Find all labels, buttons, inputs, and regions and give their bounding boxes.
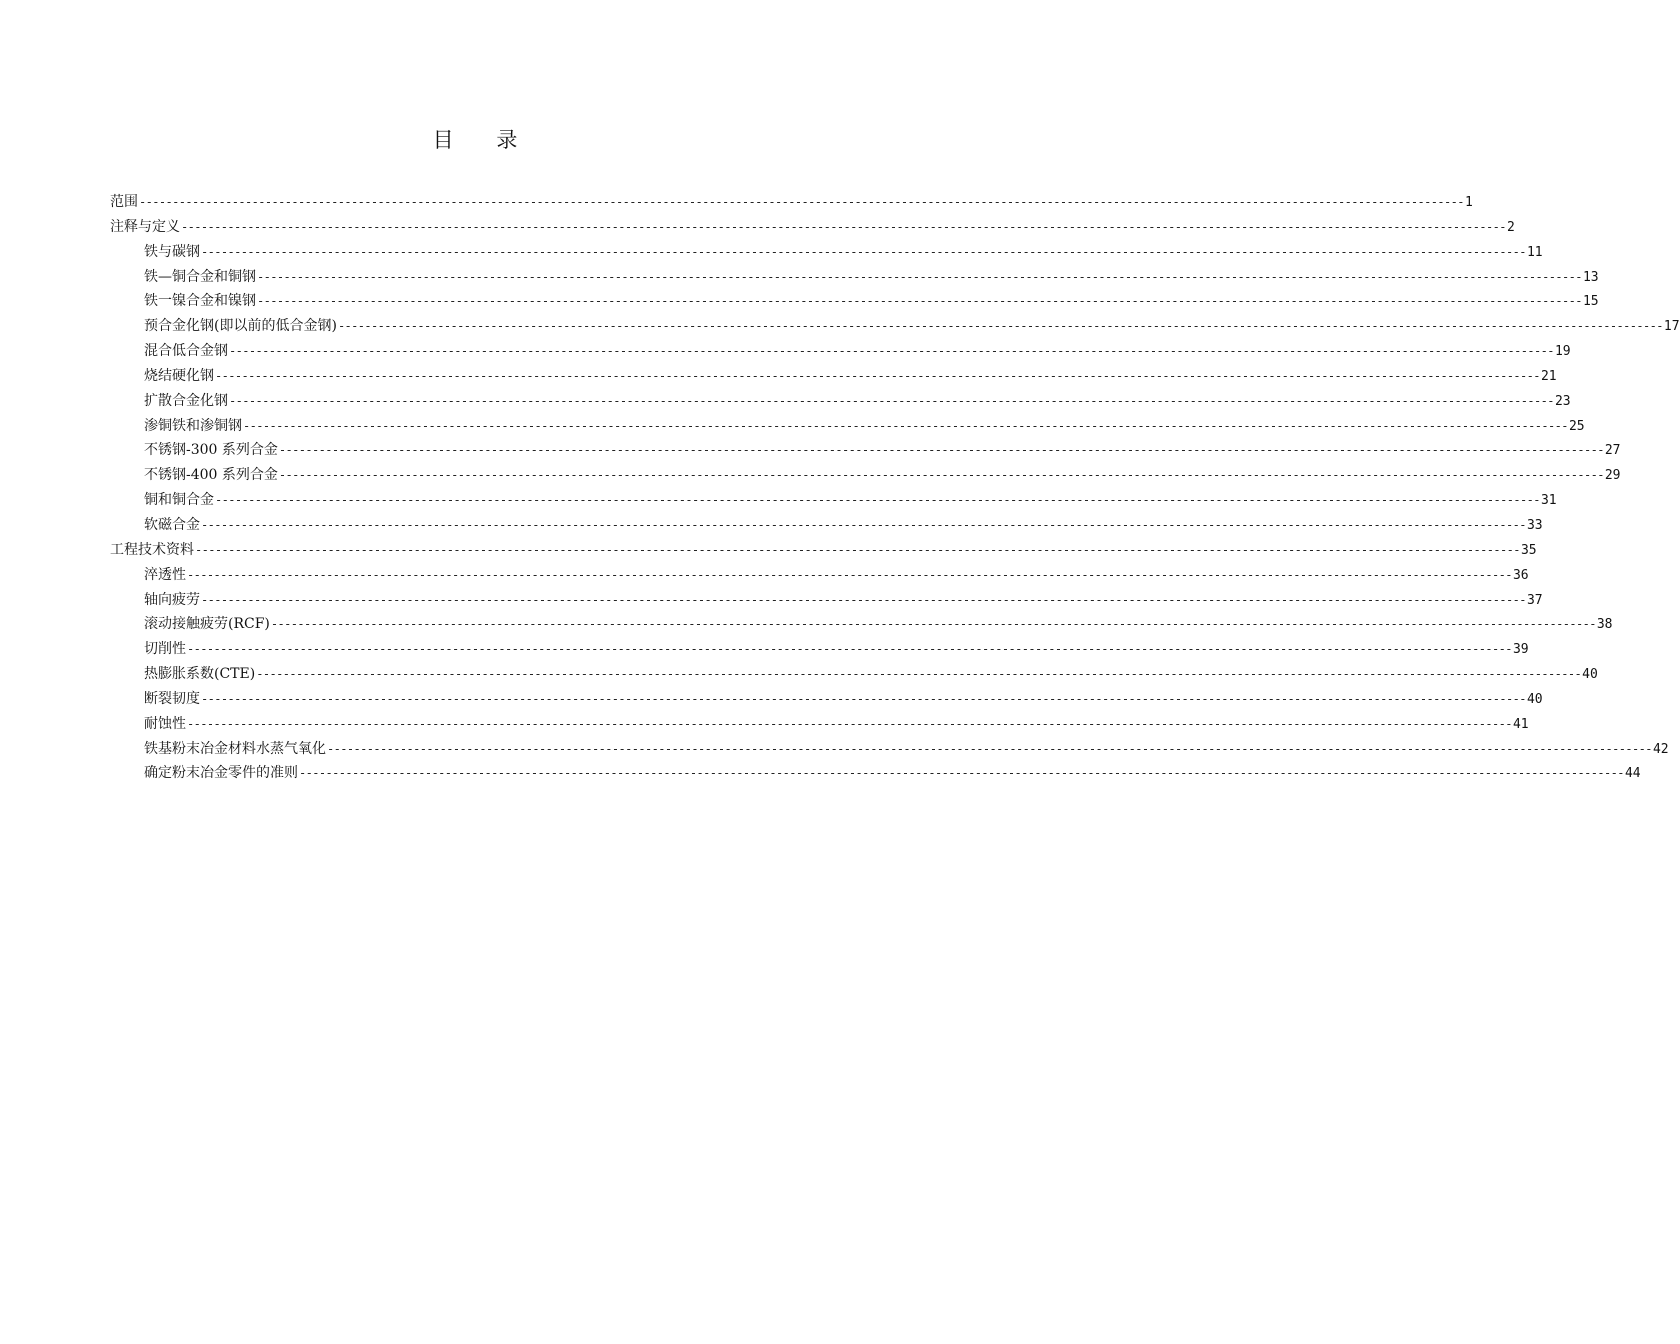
toc-entry-page-number: 39 (1512, 642, 1529, 658)
toc-dot-leader: -------------------------------------------------------------------------------------------------------------------------------------------------------------------------------------------------------- (201, 691, 1526, 706)
toc-entry-page-number: 19 (1554, 344, 1571, 360)
toc-entry[interactable] (110, 712, 1529, 737)
toc-dot-leader: -------------------------------------------------------------------------------------------------------------------------------------------------------------------------------------------------------- (278, 443, 1604, 458)
toc-entry-page-number: 44 (1624, 766, 1641, 782)
toc-dot-leader: -------------------------------------------------------------------------------------------------------------------------------------------------------------------------------------------------------- (278, 468, 1604, 483)
toc-entry-label: 切削性 (144, 641, 186, 658)
toc-entry-page-number: 27 (1604, 443, 1621, 459)
toc-dot-leader: -------------------------------------------------------------------------------------------------------------------------------------------------------------------------------------------------------- (201, 244, 1526, 259)
toc-entry-page-number: 1 (1464, 195, 1473, 210)
toc-entry[interactable] (110, 662, 1598, 687)
toc-dot-leader: -------------------------------------------------------------------------------------------------------------------------------------------------------------------------------------------------------- (215, 493, 1540, 508)
toc-entry-label: 轴向疲劳 (144, 591, 200, 608)
toc-entry-label: 铁与碳钢 (144, 243, 200, 260)
toc-entry-page-number: 36 (1512, 567, 1529, 583)
toc-entry[interactable] (110, 215, 1515, 240)
toc-entry-page-number: 33 (1526, 517, 1543, 533)
toc-entry[interactable] (110, 513, 1543, 538)
toc-list (110, 190, 1680, 786)
toc-entry-page-number: 41 (1512, 716, 1529, 732)
toc-entry-page-number: 42 (1652, 741, 1669, 757)
toc-entry-label: 铁一镍合金和镍钢 (144, 293, 256, 310)
toc-dot-leader: -------------------------------------------------------------------------------------------------------------------------------------------------------------------------------------------------------- (257, 294, 1582, 309)
toc-dot-leader: -------------------------------------------------------------------------------------------------------------------------------------------------------------------------------------------------------- (229, 393, 1554, 408)
toc-entry-label: 范围 (110, 194, 138, 210)
toc-dot-leader: -------------------------------------------------------------------------------------------------------------------------------------------------------------------------------------------------------- (201, 517, 1526, 532)
toc-entry-label: 工程技术资料 (110, 541, 194, 558)
toc-entry-label: 耐蚀性 (144, 715, 186, 732)
toc-dot-leader: -------------------------------------------------------------------------------------------------------------------------------------------------------------------------------------------------------- (139, 195, 1464, 209)
toc-entry-page-number: 37 (1526, 592, 1543, 608)
toc-entry-page-number: 11 (1526, 244, 1543, 260)
toc-entry-label: 铁—铜合金和铜钢 (144, 268, 256, 285)
toc-entry-label: 注释与定义 (110, 218, 180, 235)
toc-entry-page-number: 35 (1520, 542, 1537, 558)
toc-entry-label: 烧结硬化钢 (144, 367, 214, 384)
toc-entry[interactable] (110, 761, 1641, 786)
toc-entry[interactable] (110, 538, 1537, 563)
toc-entry[interactable] (110, 364, 1557, 389)
toc-dot-leader: -------------------------------------------------------------------------------------------------------------------------------------------------------------------------------------------------------- (337, 319, 1663, 334)
toc-entry[interactable] (110, 687, 1543, 712)
toc-entry-label: 软磁合金 (144, 516, 200, 533)
toc-dot-leader: -------------------------------------------------------------------------------------------------------------------------------------------------------------------------------------------------------- (187, 567, 1512, 582)
toc-entry[interactable] (110, 265, 1599, 290)
toc-entry-page-number: 17 (1663, 319, 1680, 335)
toc-entry-label: 断裂韧度 (144, 690, 200, 707)
toc-dot-leader: -------------------------------------------------------------------------------------------------------------------------------------------------------------------------------------------------------- (229, 344, 1554, 359)
toc-entry-label: 渗铜铁和渗铜钢 (144, 417, 242, 434)
toc-entry-label: 淬透性 (144, 566, 186, 583)
toc-entry[interactable] (110, 314, 1680, 339)
toc-dot-leader: -------------------------------------------------------------------------------------------------------------------------------------------------------------------------------------------------------- (187, 642, 1512, 657)
toc-dot-leader: -------------------------------------------------------------------------------------------------------------------------------------------------------------------------------------------------------- (181, 219, 1506, 234)
toc-entry[interactable] (110, 438, 1621, 463)
toc-entry[interactable] (110, 488, 1557, 513)
toc-entry[interactable] (110, 339, 1571, 364)
toc-entry-label: 扩散合金化钢 (144, 392, 228, 409)
toc-entry[interactable] (110, 612, 1613, 637)
toc-entry-page-number: 25 (1568, 418, 1585, 434)
toc-entry[interactable] (110, 463, 1621, 488)
toc-entry-label: 铁基粉末冶金材料水蒸气氧化 (144, 740, 326, 757)
toc-entry-label: 预合金化钢(即以前的低合金钢) (144, 318, 337, 335)
toc-dot-leader: -------------------------------------------------------------------------------------------------------------------------------------------------------------------------------------------------------- (243, 418, 1568, 433)
toc-entry-label: 混合低合金钢 (144, 343, 228, 360)
toc-title: 目 录 (432, 128, 536, 152)
toc-dot-leader: -------------------------------------------------------------------------------------------------------------------------------------------------------------------------------------------------------- (187, 716, 1512, 731)
toc-entry-label: 确定粉末冶金零件的准则 (144, 765, 298, 782)
toc-dot-leader: -------------------------------------------------------------------------------------------------------------------------------------------------------------------------------------------------------- (256, 667, 1582, 682)
toc-entry[interactable] (110, 588, 1543, 613)
toc-entry-page-number: 21 (1540, 368, 1557, 384)
toc-entry[interactable] (110, 190, 1473, 215)
toc-entry-page-number: 15 (1582, 294, 1599, 310)
toc-entry-page-number: 2 (1506, 219, 1515, 235)
toc-entry-label: 铜和铜合金 (144, 492, 214, 509)
toc-entry-label: 不锈钢-300 系列合金 (144, 442, 278, 459)
toc-entry[interactable] (110, 737, 1669, 762)
toc-entry[interactable] (110, 240, 1543, 265)
toc-dot-leader: -------------------------------------------------------------------------------------------------------------------------------------------------------------------------------------------------------- (215, 368, 1540, 383)
toc-dot-leader: -------------------------------------------------------------------------------------------------------------------------------------------------------------------------------------------------------- (195, 542, 1520, 557)
toc-entry-page-number: 38 (1596, 617, 1613, 633)
toc-entry-label: 滚动接触疲劳(RCF) (144, 616, 270, 633)
toc-entry-label: 热膨胀系数(CTE) (144, 666, 256, 683)
toc-dot-leader: -------------------------------------------------------------------------------------------------------------------------------------------------------------------------------------------------------- (257, 269, 1582, 284)
toc-entry-page-number: 31 (1540, 493, 1557, 509)
toc-entry[interactable] (110, 289, 1599, 314)
toc-entry-page-number: 40 (1582, 667, 1598, 683)
toc-entry-page-number: 13 (1582, 269, 1599, 285)
toc-entry-label: 不锈钢-400 系列合金 (144, 467, 278, 484)
toc-dot-leader: -------------------------------------------------------------------------------------------------------------------------------------------------------------------------------------------------------- (270, 617, 1596, 632)
toc-entry-page-number: 23 (1554, 393, 1571, 409)
toc-dot-leader: -------------------------------------------------------------------------------------------------------------------------------------------------------------------------------------------------------- (327, 741, 1652, 756)
toc-entry[interactable] (110, 414, 1585, 439)
toc-entry-page-number: 29 (1604, 468, 1621, 484)
toc-entry[interactable] (110, 563, 1529, 588)
toc-dot-leader: -------------------------------------------------------------------------------------------------------------------------------------------------------------------------------------------------------- (299, 766, 1624, 781)
toc-dot-leader: -------------------------------------------------------------------------------------------------------------------------------------------------------------------------------------------------------- (201, 592, 1526, 607)
toc-entry-page-number: 40 (1526, 691, 1543, 707)
toc-entry[interactable] (110, 637, 1529, 662)
toc-entry[interactable] (110, 389, 1571, 414)
